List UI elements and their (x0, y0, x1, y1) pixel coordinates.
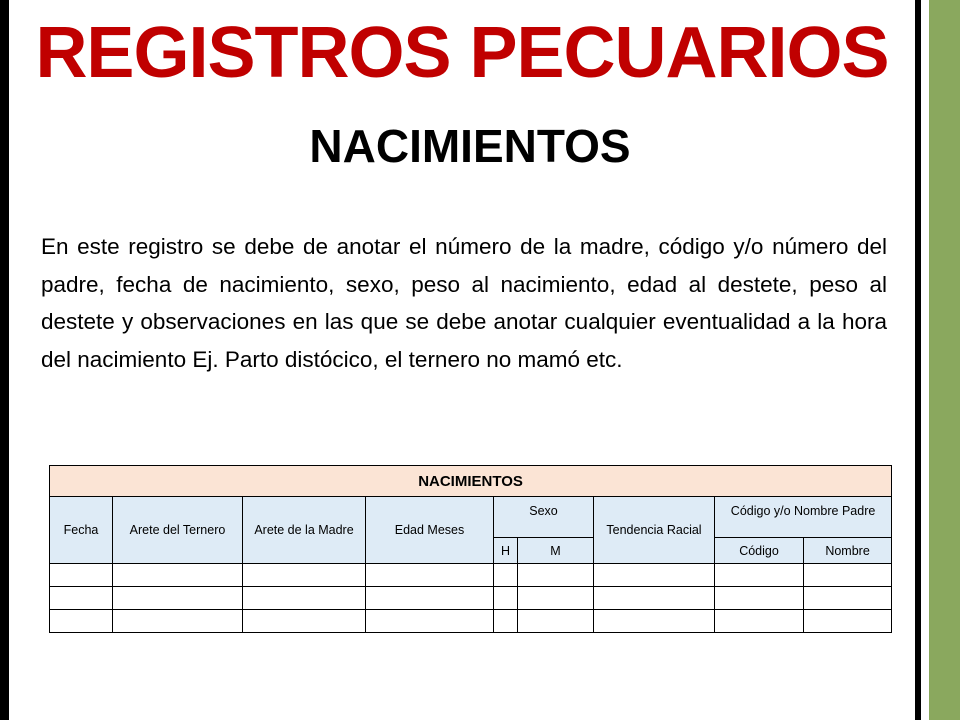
table-cell[interactable] (243, 587, 366, 610)
table-cell[interactable] (494, 610, 518, 633)
table-cell[interactable] (594, 587, 715, 610)
table-caption: NACIMIENTOS (50, 466, 892, 497)
table-cell[interactable] (366, 564, 494, 587)
table-cell[interactable] (804, 610, 892, 633)
header-padre: Código y/o Nombre Padre (715, 497, 892, 538)
table-cell[interactable] (594, 564, 715, 587)
table-cell[interactable] (594, 610, 715, 633)
table-cell[interactable] (366, 587, 494, 610)
table-row (50, 610, 892, 633)
table-cell[interactable] (113, 564, 243, 587)
table-cell[interactable] (50, 564, 113, 587)
table-row (50, 564, 892, 587)
table-row (50, 587, 892, 610)
table-cell[interactable] (366, 610, 494, 633)
table-cell[interactable] (50, 610, 113, 633)
header-padre-nombre: Nombre (804, 538, 892, 564)
table-cell[interactable] (518, 587, 594, 610)
header-sexo-m: M (518, 538, 594, 564)
table-cell[interactable] (804, 587, 892, 610)
page-title: REGISTROS PECUARIOS (35, 13, 889, 93)
table-cell[interactable] (113, 587, 243, 610)
table-cell[interactable] (518, 610, 594, 633)
table-cell[interactable] (494, 587, 518, 610)
table-cell[interactable] (50, 587, 113, 610)
header-padre-codigo: Código (715, 538, 804, 564)
header-edad-meses: Edad Meses (366, 497, 494, 564)
header-sexo: Sexo (494, 497, 594, 538)
description-paragraph: En este registro se debe de anotar el número de la madre, código y/o número del padre, fecha de nacimiento, sexo, peso al nacimiento, edad al destete, peso al destete y observaciones en las que se debe anotar cualquier eventualidad a la hora del nacimiento Ej. Parto distócico, el ternero no mamó etc. (41, 234, 887, 372)
table-cell[interactable] (518, 564, 594, 587)
table-cell[interactable] (243, 610, 366, 633)
right-border (915, 0, 921, 720)
header-sexo-h: H (494, 538, 518, 564)
section-title: NACIMIENTOS (309, 120, 631, 172)
accent-band (929, 0, 960, 720)
table-cell[interactable] (243, 564, 366, 587)
table-cell[interactable] (715, 564, 804, 587)
table-cell[interactable] (715, 610, 804, 633)
header-arete-ternero: Arete del Ternero (113, 497, 243, 564)
table-cell[interactable] (113, 610, 243, 633)
table-cell[interactable] (804, 564, 892, 587)
header-fecha: Fecha (50, 497, 113, 564)
table-cell[interactable] (715, 587, 804, 610)
header-tendencia-racial: Tendencia Racial (594, 497, 715, 564)
table-cell[interactable] (494, 564, 518, 587)
header-arete-madre: Arete de la Madre (243, 497, 366, 564)
births-table (49, 465, 892, 633)
left-border (0, 0, 9, 720)
